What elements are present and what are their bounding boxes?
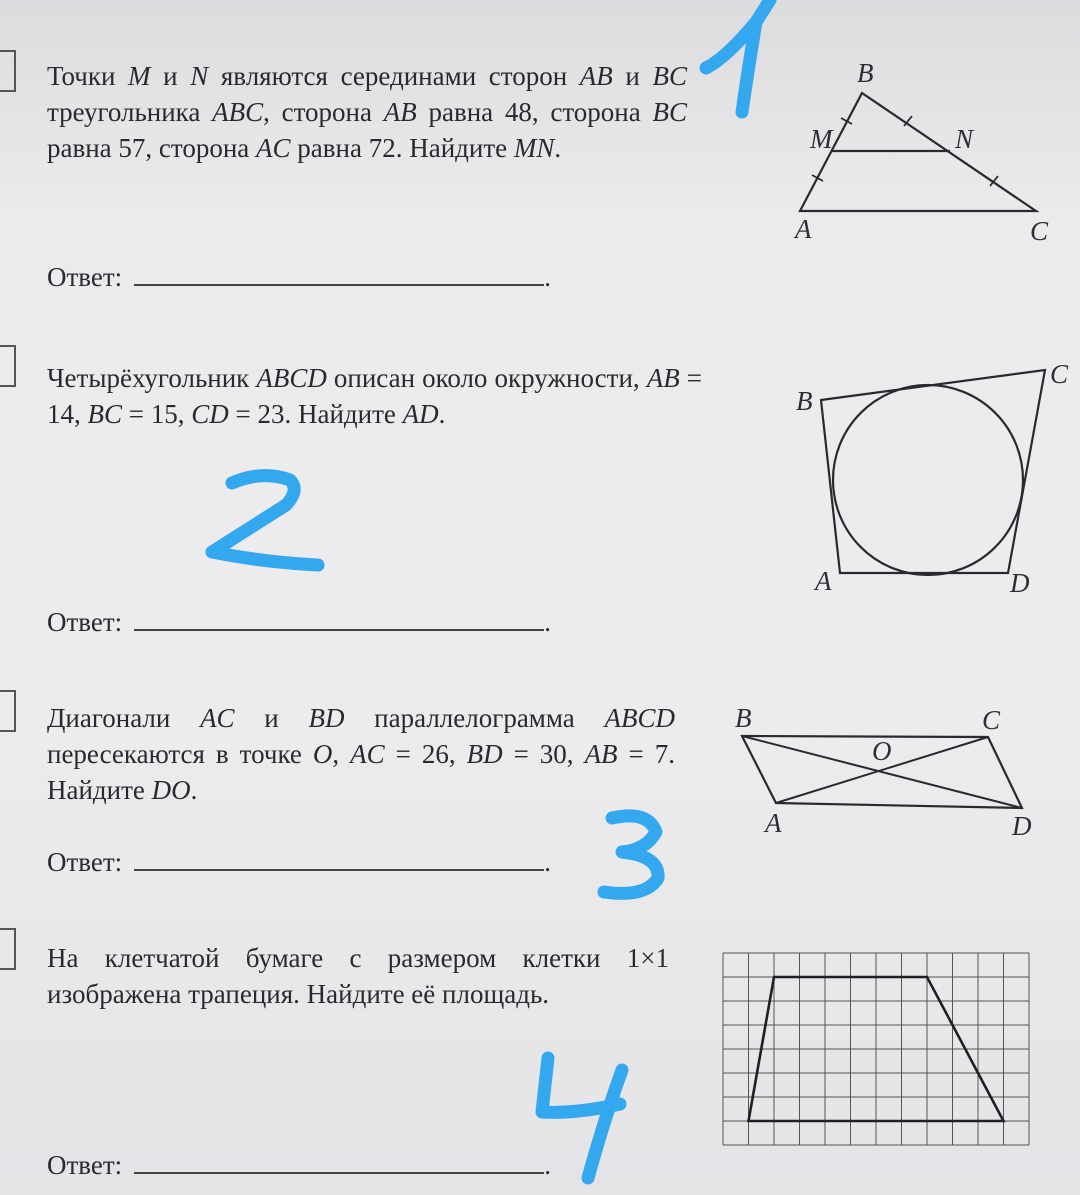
- handwritten-number-3: [604, 816, 658, 894]
- task-4-text: На клетчатой бумаге с размером клетки 1×1 изображена трапеция. Найдите её площадь.: [47, 943, 669, 1009]
- task-4-answer-row[interactable]: Ответ: .: [47, 1150, 551, 1180]
- vertex-label-N: N: [955, 124, 974, 154]
- vertex-label-C: C: [1050, 359, 1069, 389]
- vertex-label-M: M: [810, 124, 833, 154]
- vertex-label-B: B: [735, 703, 752, 733]
- task-1-text: Точки M и N являются серединами сторон AB и BC треугольника ABC, сторона AB равна 48, сторона BC равна 57, сторона AC равна 72. Найдите MN.: [47, 61, 687, 163]
- task-1-answer-row[interactable]: Ответ: .: [47, 262, 551, 292]
- vertex-label-A: A: [765, 808, 782, 838]
- answer-label: Ответ:: [47, 1150, 123, 1180]
- task-3-text: Диагонали AC и BD параллелограмма ABCD пересекаются в точке O, AC = 26, BD = 30, AB = 7. Найдите DO.: [47, 703, 676, 805]
- vertex-label-C: C: [982, 705, 1001, 735]
- task-2-answer-row[interactable]: Ответ: .: [47, 607, 551, 637]
- answer-label: Ответ:: [47, 607, 123, 637]
- task-2-text: Четырёхугольник ABCD описан около окружности, AB = 14, BC = 15, CD = 23. Найдите AD.: [47, 363, 702, 429]
- intersection-label-O: O: [872, 736, 892, 766]
- answer-label: Ответ:: [47, 847, 123, 877]
- vertex-label-B: B: [857, 58, 874, 88]
- task-3-answer-row[interactable]: Ответ: .: [47, 847, 551, 877]
- handwritten-number-4: [542, 1058, 622, 1178]
- vertex-label-B: B: [796, 386, 813, 416]
- handwritten-number-1: [706, 0, 770, 112]
- vertex-label-A: A: [795, 214, 812, 244]
- vertex-label-C: C: [1030, 216, 1049, 246]
- handwritten-number-2: [212, 476, 318, 565]
- vertex-label-D: D: [1012, 811, 1032, 841]
- vertex-label-A: A: [815, 566, 832, 596]
- vertex-label-D: D: [1010, 568, 1030, 598]
- answer-label: Ответ:: [47, 262, 123, 292]
